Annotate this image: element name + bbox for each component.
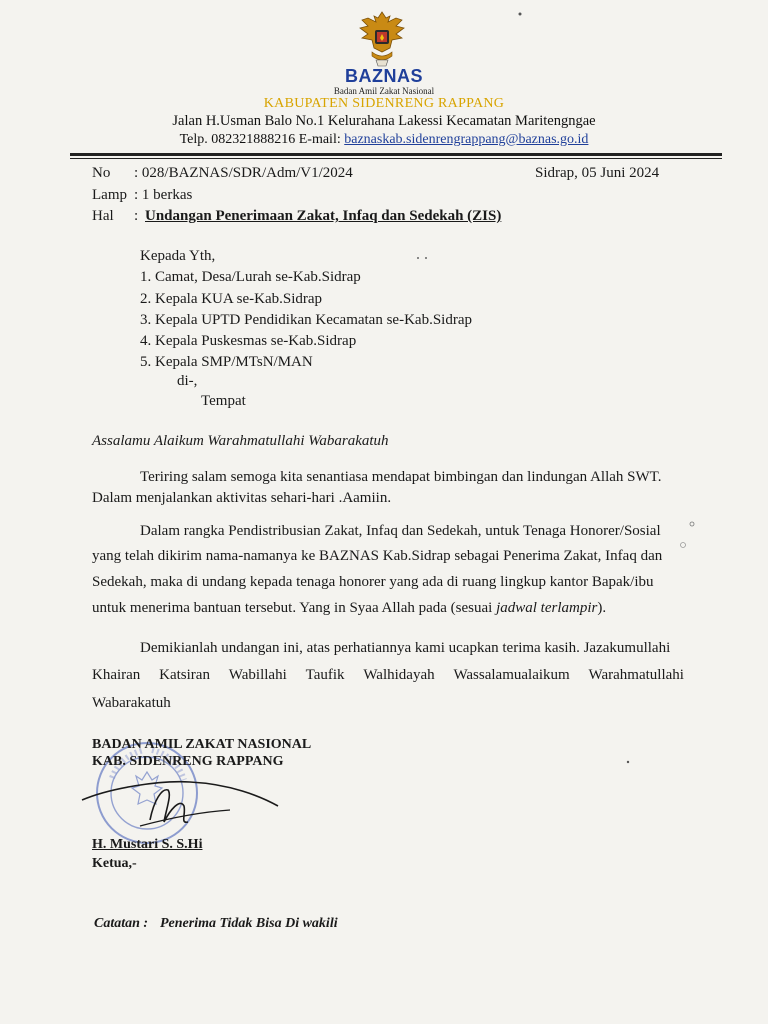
- subject-line: Undangan Penerimaan Zakat, Infaq dan Sedekah (ZIS): [145, 208, 502, 224]
- recipient-intro: Kepada Yth,: [140, 248, 216, 264]
- closing-word: Khairan: [92, 667, 141, 683]
- garuda-emblem-icon: [354, 8, 410, 70]
- salutation: Assalamu Alaikum Warahmatullahi Wabarakatuh: [92, 433, 389, 449]
- paragraph-2-text: ).: [597, 600, 607, 616]
- paragraph-2-line: [92, 599, 606, 617]
- closing-word: Taufik: [305, 667, 345, 683]
- paragraph-3-line: Wabarakatuh: [92, 695, 171, 711]
- signer-title: Ketua,-: [92, 856, 137, 871]
- recipient-item: 3. Kepala UPTD Pendidikan Kecamatan se-Kab.Sidrap: [140, 312, 472, 328]
- header-rule-thin: [70, 158, 722, 159]
- org-fullname: Badan Amil Zakat Nasional: [333, 86, 435, 96]
- note-text: Penerima Tidak Bisa Di wakili: [160, 916, 338, 931]
- closing-word: Warahmatullahi: [588, 667, 684, 683]
- phone-text: Telp. 082321888216 E-mail:: [179, 132, 345, 147]
- recipient-item: 4. Kepala Puskesmas se-Kab.Sidrap: [140, 333, 357, 349]
- note-label: Catatan :: [94, 916, 149, 931]
- header-rule-thick: [70, 153, 722, 156]
- signature-icon: [80, 770, 280, 840]
- recipient-item: 1. Camat, Desa/Lurah se-Kab.Sidrap: [140, 269, 361, 285]
- recipient-item: 5. Kepala SMP/MTsN/MAN: [140, 354, 313, 370]
- paragraph-3-line: Demikianlah undangan ini, atas perhatiannya kami ucapkan terima kasih. Jazakumullahi: [140, 640, 671, 656]
- paragraph-1-line: Dalam menjalankan aktivitas sehari-hari .Aamiin.: [92, 490, 392, 506]
- org-name: BAZNAS: [345, 66, 423, 86]
- signature-org-line: KAB. SIDENRENG RAPPANG: [92, 754, 284, 769]
- closing-word: Walhidayah: [363, 667, 435, 683]
- hal-colon: :: [134, 208, 139, 224]
- letter-date: Sidrap, 05 Juni 2024: [535, 165, 660, 181]
- lamp-value: : 1 berkas: [134, 187, 193, 203]
- org-contact: [0, 132, 768, 148]
- recipient-place: Tempat: [201, 393, 246, 409]
- paragraph-1-line: Teriring salam semoga kita senantiasa mendapat bimbingan dan lindungan Allah SWT.: [140, 469, 662, 485]
- paragraph-2-line: Sedekah, maka di undang kepada tenaga honorer yang ada di ruang lingkup kantor Bapak/ibu: [92, 574, 654, 590]
- signer-name: H. Mustari S. S.Hi: [92, 837, 203, 852]
- org-address: Jalan H.Usman Balo No.1 Kelurahana Lakessi Kecamatan Maritengngae: [172, 113, 596, 129]
- closing-word: Katsiran: [159, 667, 210, 683]
- no-label: No: [92, 165, 111, 181]
- lamp-label: Lamp: [92, 187, 127, 203]
- closing-word: Wassalamualaikum: [453, 667, 570, 683]
- org-region: KABUPATEN SIDENRENG RAPPANG: [263, 96, 505, 111]
- paragraph-2-text: untuk menerima bantuan tersebut. Yang in Syaa Allah pada (sesuai: [92, 600, 497, 616]
- closing-word: Wabillahi: [228, 667, 287, 683]
- signature-org-line: BADAN AMIL ZAKAT NASIONAL: [92, 737, 312, 752]
- recipient-item: 2. Kepala KUA se-Kab.Sidrap: [140, 291, 323, 307]
- email-link[interactable]: baznaskab.sidenrengrappang@baznas.go.id: [344, 132, 589, 147]
- no-value: : 028/BAZNAS/SDR/Adm/V1/2024: [134, 165, 353, 181]
- paragraph-2-line: yang telah dikirim nama-namanya ke BAZNAS Kab.Sidrap sebagai Penerima Zakat, Infaq dan: [92, 548, 663, 564]
- recipient-di: di-,: [177, 373, 198, 389]
- paragraph-2-line: Dalam rangka Pendistribusian Zakat, Infaq dan Sedekah, untuk Tenaga Honorer/Sosial: [140, 523, 661, 539]
- hal-label: Hal: [92, 208, 114, 224]
- paragraph-3-justified-line: [92, 667, 684, 684]
- schedule-reference: jadwal terlampir: [496, 600, 598, 616]
